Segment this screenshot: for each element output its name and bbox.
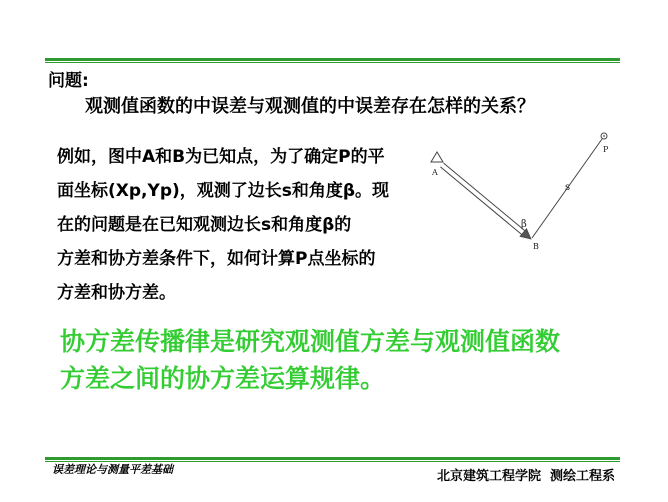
example-line: 在的问题是在已知观测边长s和角度β的 [57, 215, 352, 235]
highlight-line: 协方差传播律是研究观测值方差与观测值函数 [60, 327, 561, 356]
label-point-p: P [603, 145, 609, 154]
triangle-marker-icon [431, 152, 443, 162]
circle-marker-dot [603, 135, 605, 137]
label-side-s: s [565, 182, 571, 193]
top-divider [45, 58, 620, 63]
label-angle-beta: β [521, 219, 527, 230]
survey-diagram [425, 128, 615, 258]
example-line: 方差和协方差。 [57, 283, 176, 303]
question-label: 问题: [48, 71, 89, 91]
bottom-divider [45, 457, 620, 462]
example-line: 方差和协方差条件下，如何计算P点坐标的 [57, 249, 376, 269]
highlight-statement [60, 323, 640, 397]
footer-course-title: 误差理论与测量平差基础 [52, 463, 173, 476]
label-point-a: A [432, 168, 438, 177]
example-paragraph [57, 140, 417, 310]
example-line: 例如，图中A和B为已知点，为了确定P的平 [57, 147, 385, 167]
highlight-line: 方差之间的协方差运算规律。 [60, 364, 386, 393]
edge-a-b-line [440, 167, 521, 235]
question-text: 观测值函数的中误差与观测值的中误差存在怎样的关系？ [85, 96, 535, 117]
arrowhead-icon [520, 229, 531, 239]
edge-a-b-line [444, 163, 525, 231]
label-point-b: B [533, 242, 539, 251]
example-line: 面坐标(Xp,Yp)，观测了边长s和角度β。现 [57, 181, 390, 201]
footer-institution: 北京建筑工程学院 测绘工程系 [436, 469, 615, 484]
